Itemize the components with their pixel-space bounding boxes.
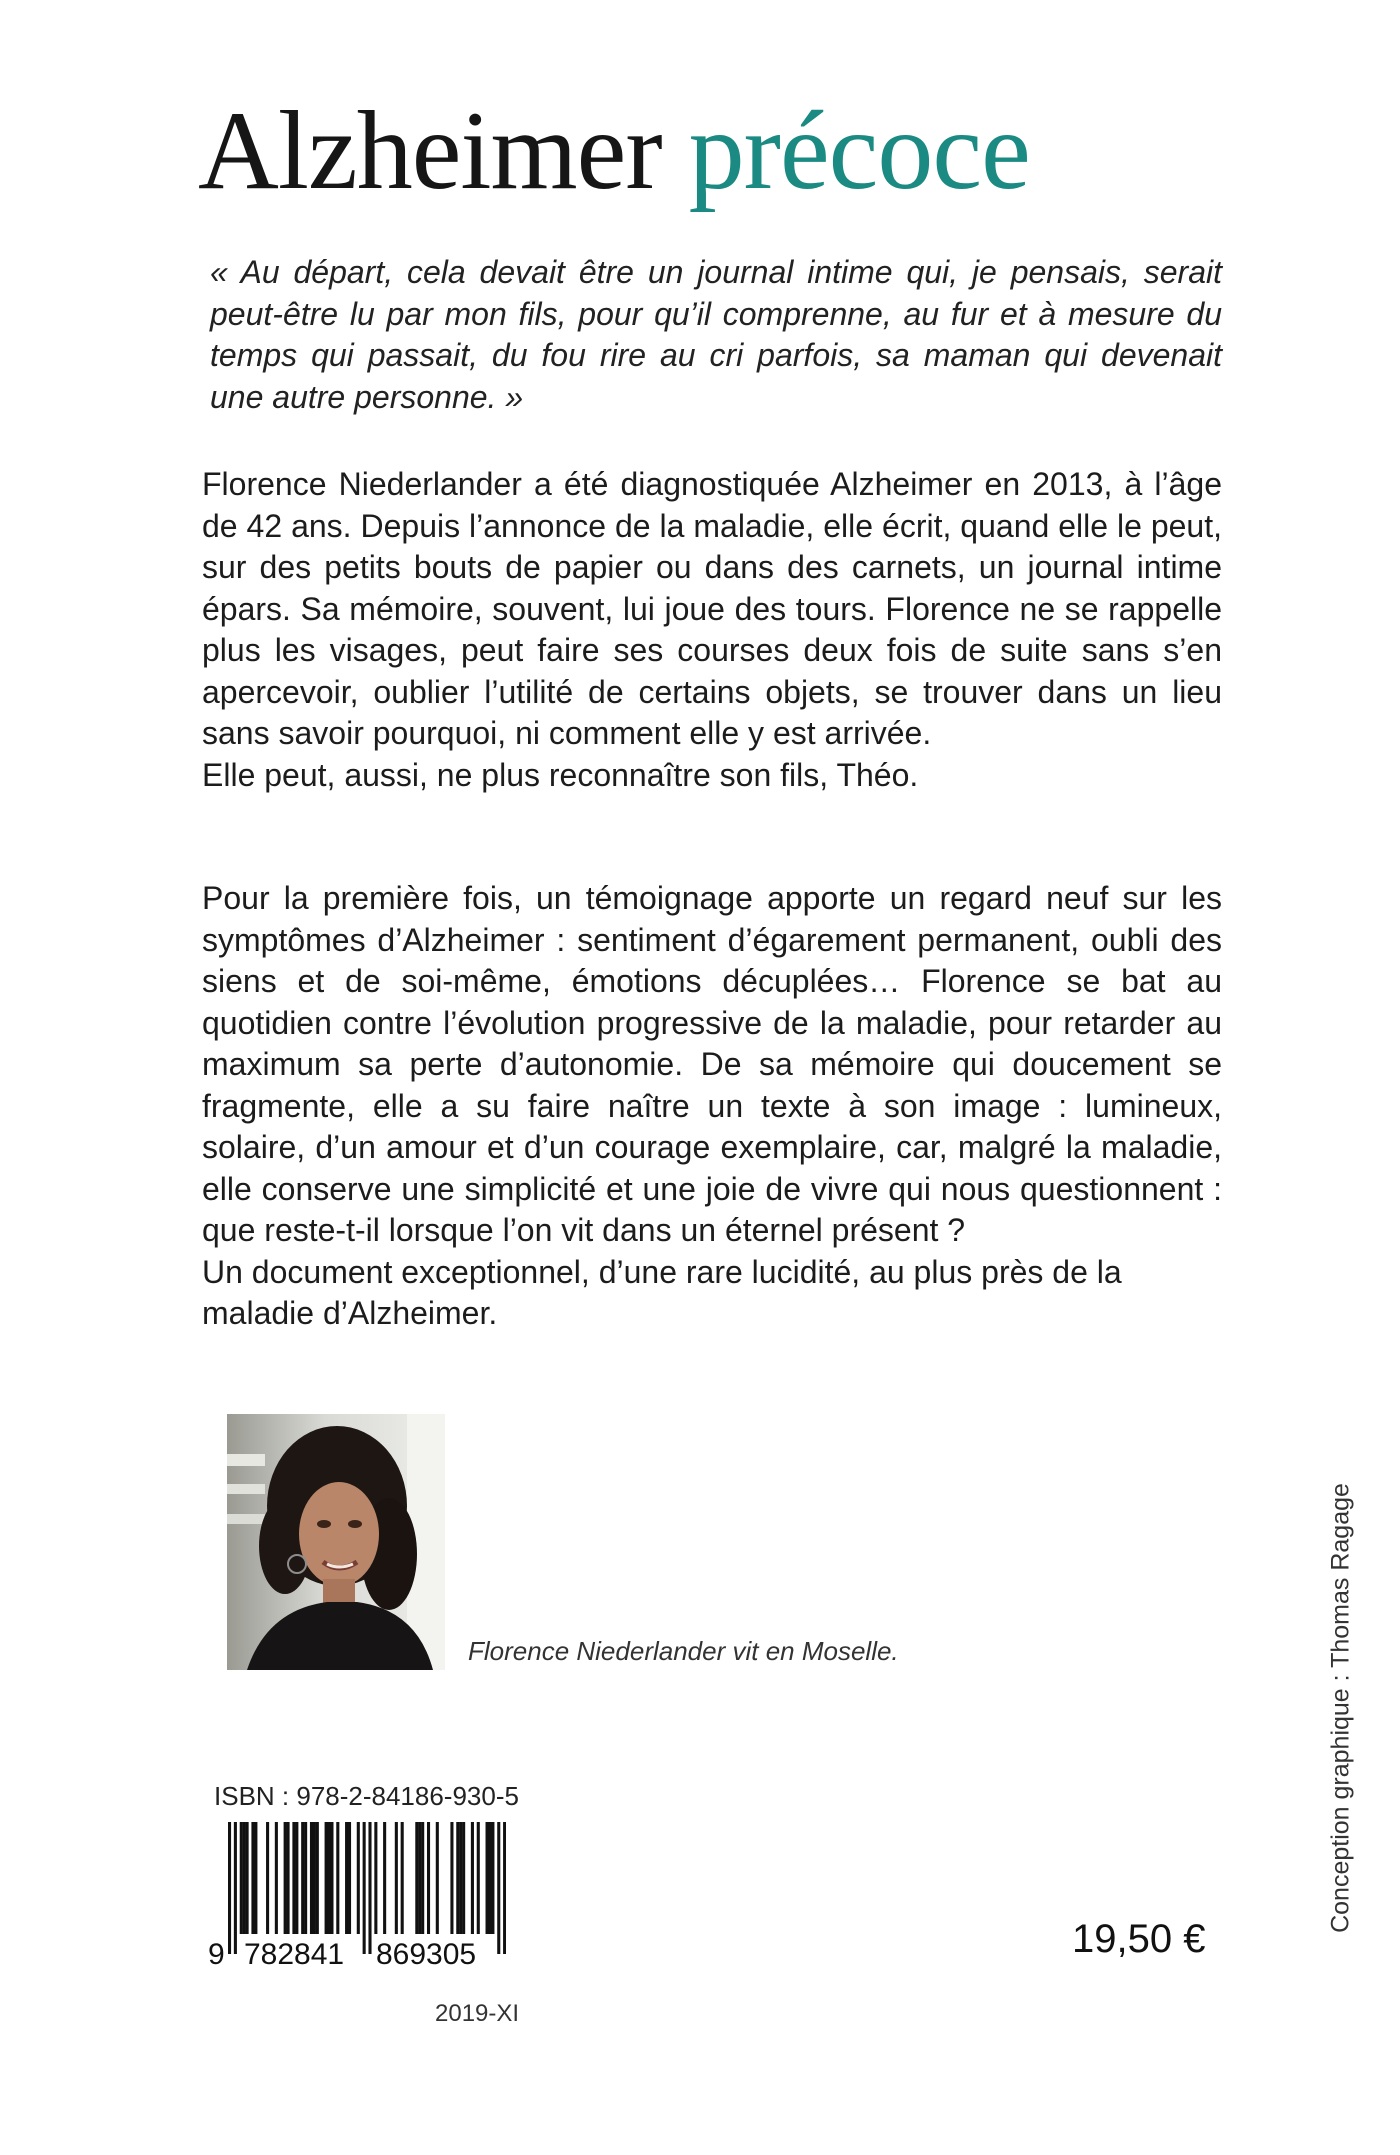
author-caption: Florence Niederlander vit en Moselle. <box>468 1636 899 1666</box>
barcode-bar <box>477 1822 480 1934</box>
barcode-digit-first: 9 <box>208 1938 225 1971</box>
design-credit-text: Conception graphique : Thomas Ragage <box>1326 1483 1355 1933</box>
barcode-guard-bar <box>363 1822 366 1954</box>
barcode-bar <box>345 1822 348 1934</box>
barcode-bar <box>421 1822 424 1934</box>
barcode-guard-bar <box>234 1822 237 1954</box>
barcode-bar <box>427 1822 430 1934</box>
author-photo <box>227 1414 445 1670</box>
barcode-bar <box>456 1822 459 1934</box>
barcode-bar <box>459 1822 462 1934</box>
barcode-bar <box>266 1822 269 1934</box>
barcode-bar <box>383 1822 386 1934</box>
barcode-bar <box>488 1822 491 1934</box>
barcode-bar <box>486 1822 489 1934</box>
barcode-guard-bar <box>497 1822 500 1954</box>
barcode-bar <box>401 1822 404 1934</box>
barcode-bar <box>251 1822 254 1934</box>
barcode-bar <box>246 1822 249 1934</box>
barcode <box>228 1822 506 1954</box>
barcode-bar <box>304 1822 307 1934</box>
barcode-bar <box>330 1822 333 1934</box>
barcode-bar <box>313 1822 316 1934</box>
barcode-digits-left: 782841 <box>244 1938 345 1971</box>
summary-paragraph-2-last-line: Un document exceptionnel, d’une rare lucidité, au plus près de la maladie d’Alzheimer. <box>202 1253 1122 1331</box>
barcode-bar <box>301 1822 304 1934</box>
barcode-bar <box>471 1822 474 1934</box>
isbn-label: ISBN : 978-2-84186-930-5 <box>214 1781 519 1811</box>
barcode-bar <box>357 1822 360 1934</box>
title-part-alzheimer: Alzheimer <box>198 89 662 213</box>
barcode-bar <box>395 1822 398 1934</box>
barcode-bar <box>462 1822 465 1934</box>
summary-paragraph-1-text: Florence Niederlander a été diagnostiquée Alzheimer en 2013, à l’âge de 42 ans. Depuis l’annonce de la maladie, elle écrit, quand elle le peut, sur des petits bouts de papier ou dans des carnets, un journal intime épars. Sa mémoire, souvent, lui joue des tours. Florence ne se rappelle plus les visages, peut faire ses courses deux fois de suite sans s’en apercevoir, oublier l’utilité de certains objets, se trouver dans un lieu sans savoir pourquoi, ni comment elle y est arrivée. <box>202 466 1222 751</box>
barcode-bar <box>240 1822 243 1934</box>
barcode-bar <box>310 1822 313 1934</box>
barcode-bar <box>348 1822 351 1934</box>
title-part-precoce: précoce <box>688 89 1030 213</box>
barcode-bar <box>284 1822 287 1934</box>
price: 19,50 € <box>1072 1917 1206 1961</box>
barcode-bar <box>254 1822 257 1934</box>
edition-code: 2019-XI <box>435 2000 520 2027</box>
barcode-bar <box>316 1822 319 1934</box>
barcode-bar <box>275 1822 278 1934</box>
barcode-guard-bar <box>503 1822 506 1954</box>
summary-paragraph-1-last-line: Elle peut, aussi, ne plus reconnaître son fils, Théo. <box>202 756 919 793</box>
barcode-bar <box>336 1822 339 1934</box>
barcode-bar <box>292 1822 295 1934</box>
barcode-bar <box>325 1822 328 1934</box>
barcode-bar <box>374 1822 377 1934</box>
summary-paragraph-2 <box>202 878 1222 1335</box>
barcode-bar <box>450 1822 453 1934</box>
barcode-bar <box>436 1822 439 1934</box>
design-credit <box>1318 1468 1364 1948</box>
barcode-bar <box>415 1822 418 1934</box>
barcode-guard-bar <box>228 1822 231 1954</box>
summary-paragraph-1 <box>202 464 1222 796</box>
author-portrait-image <box>227 1414 445 1670</box>
barcode-guard-bar <box>368 1822 371 1954</box>
barcode-bar <box>287 1822 290 1934</box>
barcode-bar <box>295 1822 298 1934</box>
barcode-digits-right: 869305 <box>376 1938 477 1971</box>
barcode-bar <box>327 1822 330 1934</box>
book-title <box>198 89 1030 213</box>
barcode-bar <box>418 1822 421 1934</box>
summary-paragraph-2-text: Pour la première fois, un témoignage apporte un regard neuf sur les symptômes d’Alzheimer : sentiment d’égarement permanent, oubli des siens et de soi-même, émotions décuplées… Florence se bat au quotidien contre l’évolution progressive de la maladie, pour retarder au maximum sa perte d’autonomie. De sa mémoire qui doucement se fragmente, elle a su faire naître un texte à son image : lumineux, solaire, d’un amour et d’un courage exemplaire, car, malgré la maladie, elle conserve une simplicité et une joie de vivre qui nous questionnent : que reste-t-il lorsque l’on vit dans un éternel présent ? <box>202 880 1222 1248</box>
barcode-bar <box>243 1822 246 1934</box>
author-quote: « Au départ, cela devait être un journal intime qui, je pensais, serait peut-être lu par mon fils, pour qu’il comprenne, au fur et à mesure du temps qui passait, du fou rire au cri parfois, sa maman qui devenait une autre personne. » <box>210 254 1222 415</box>
barcode-bar <box>491 1822 494 1934</box>
